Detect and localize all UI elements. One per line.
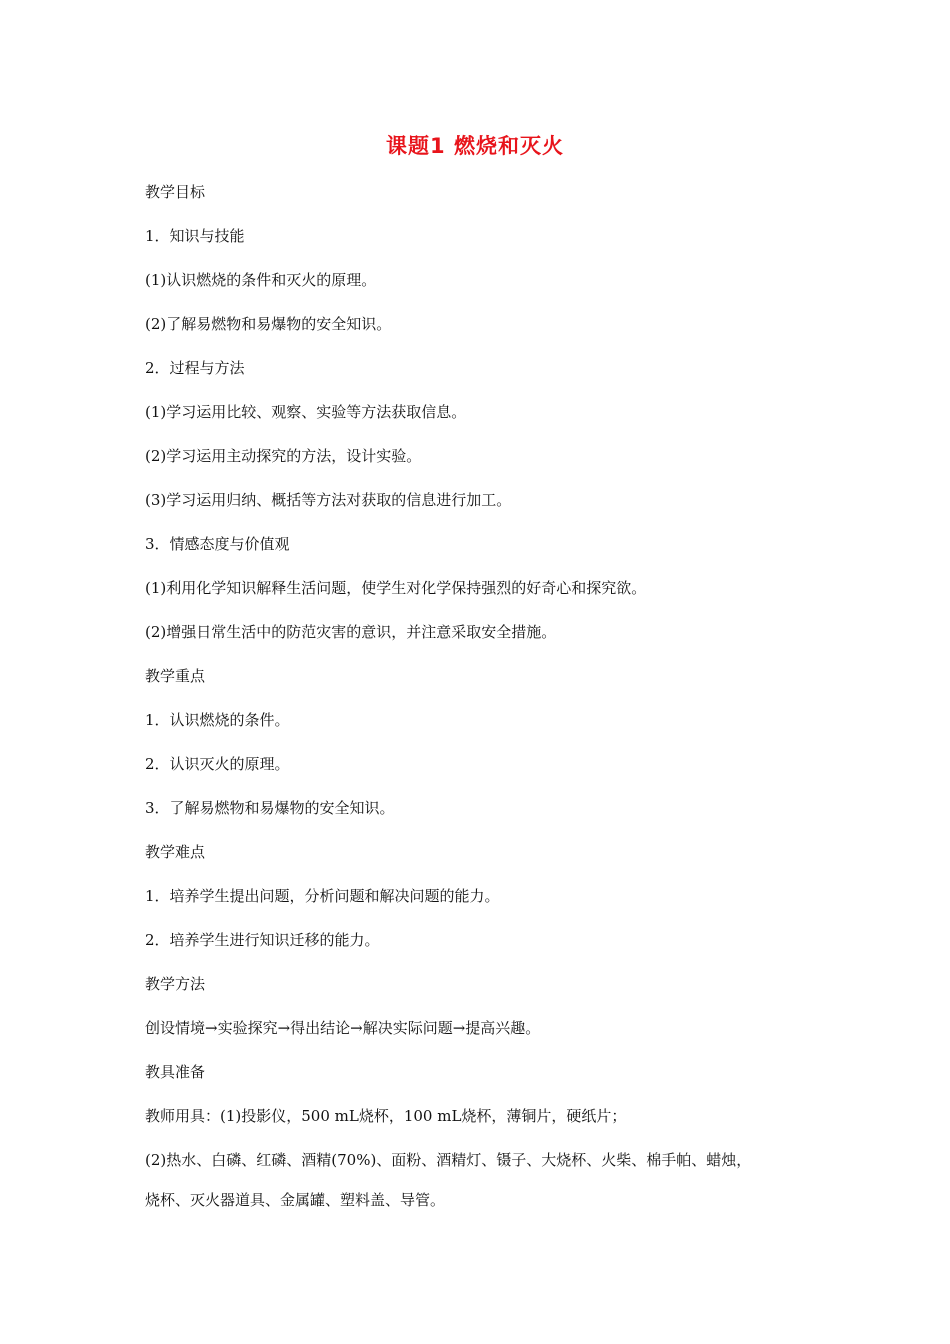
heading-key-points: 教学重点 — [145, 667, 206, 685]
paragraph-line: (2)增强日常生活中的防范灾害的意识，并注意采取安全措施。 — [145, 623, 557, 641]
paragraph-line: 2．培养学生进行知识迁移的能力。 — [145, 931, 380, 949]
subheading-knowledge-skills: 1．知识与技能 — [145, 227, 245, 245]
paragraph-line: 教师用具：(1)投影仪，500 mL烧杯，100 mL烧杯，薄铜片，硬纸片； — [145, 1107, 627, 1125]
heading-difficult-points: 教学难点 — [145, 843, 206, 861]
paragraph-line: 烧杯、灭火器道具、金属罐、塑料盖、导管。 — [145, 1191, 446, 1209]
heading-teaching-goals: 教学目标 — [145, 183, 206, 201]
paragraph-line: 2．认识灭火的原理。 — [145, 755, 290, 773]
paragraph-line: 创设情境→实验探究→得出结论→解决实际问题→提高兴趣。 — [145, 1019, 541, 1037]
paragraph-line: 1．培养学生提出问题，分析问题和解决问题的能力。 — [145, 887, 500, 905]
paragraph-line: (2)热水、白磷、红磷、酒精(70%)、面粉、酒精灯、镊子、大烧杯、火柴、棉手帕、蜡烛， — [145, 1151, 752, 1169]
paragraph-line: (1)利用化学知识解释生活问题，使学生对化学保持强烈的好奇心和探究欲。 — [145, 579, 647, 597]
document-title: 课题1 燃烧和灭火 — [386, 134, 564, 158]
paragraph-line: (3)学习运用归纳、概括等方法对获取的信息进行加工。 — [145, 491, 512, 509]
paragraph-line: (1)学习运用比较、观察、实验等方法获取信息。 — [145, 403, 467, 421]
subheading-attitudes-values: 3．情感态度与价值观 — [145, 535, 290, 553]
paragraph-line: (2)了解易燃物和易爆物的安全知识。 — [145, 315, 392, 333]
paragraph-line: (2)学习运用主动探究的方法，设计实验。 — [145, 447, 422, 465]
paragraph-line: (1)认识燃烧的条件和灭火的原理。 — [145, 271, 377, 289]
heading-teaching-aids: 教具准备 — [145, 1063, 206, 1081]
paragraph-line: 3．了解易燃物和易爆物的安全知识。 — [145, 799, 395, 817]
subheading-process-methods: 2．过程与方法 — [145, 359, 245, 377]
paragraph-line: 1．认识燃烧的条件。 — [145, 711, 290, 729]
heading-teaching-methods: 教学方法 — [145, 975, 206, 993]
